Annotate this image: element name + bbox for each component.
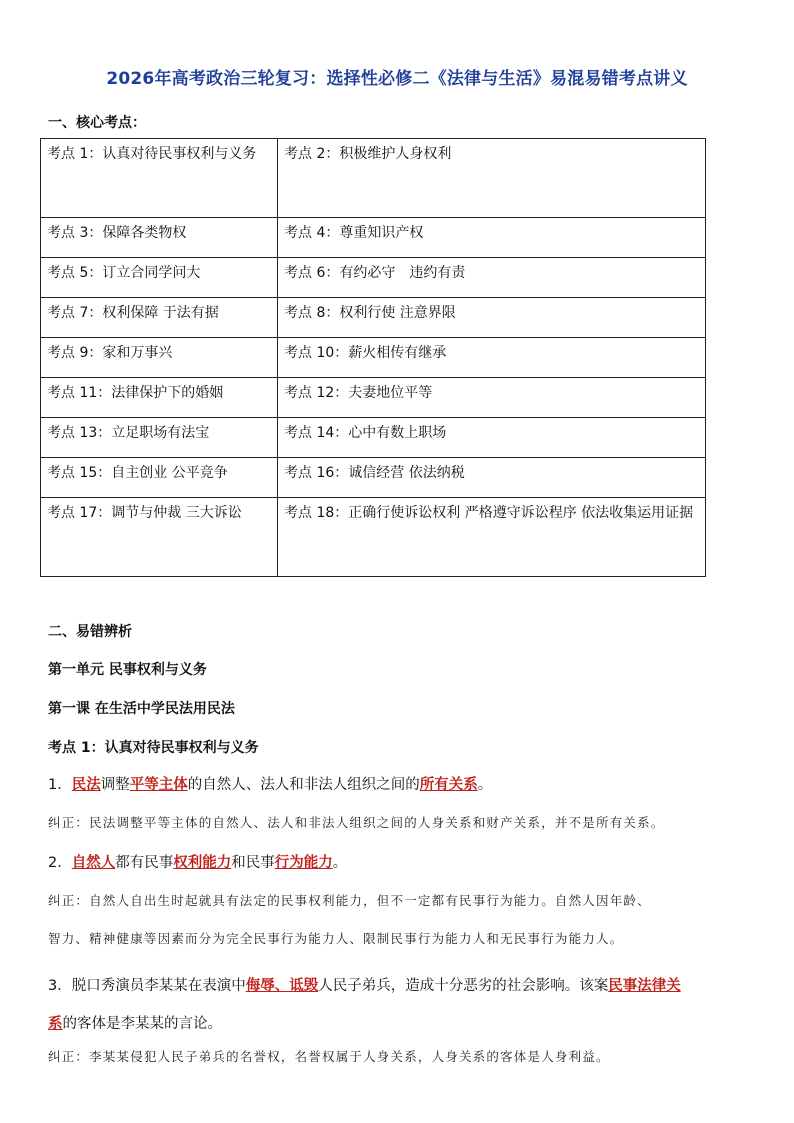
table-cell: 考点 14：心中有数上职场 [278,418,706,458]
correction-3: 纠正：李某某侵犯人民子弟兵的名誉权，名誉权属于人身关系，人身关系的客体是人身利益。 [48,1049,610,1064]
text-run: 脱口秀演员李某某在表演中 [71,978,246,994]
text-run: 的自然人、法人和非法人组织之间的 [187,777,420,793]
text-run: 人民子弟兵，造成十分恶劣的社会影响。该案 [318,978,609,994]
table-row [41,139,706,218]
item-number: 2． [48,855,72,871]
correction-2-line2: 智力、精神健康等因素而分为完全民事行为能力人、限制民事行为能力人和无民事行为能力人。 [48,931,624,946]
highlight-term: 侮辱、诋毁 [245,978,319,994]
highlight-term: 行为能力 [274,855,333,871]
highlight-term: 民事法律关 [608,978,681,994]
error-item-3 [48,967,748,1043]
table-cell: 考点 2：积极维护人身权利 [278,139,706,218]
table-cell: 考点 10：薪火相传有继承 [278,338,706,378]
table-row [41,498,706,577]
correction-2-line1: 纠正：自然人自出生时起就具有法定的民事权利能力，但不一定都有民事行为能力。自然人因年龄、 [48,893,651,908]
text-run: 的客体是李某某的言论。 [62,1016,222,1032]
text-run: 。 [477,777,493,793]
section-heading-errors: 二、易错辨析 [48,624,132,640]
table-cell: 考点 11：法律保护下的婚姻 [41,378,278,418]
highlight-term: 所有关系 [419,777,478,793]
core-points-table [40,138,706,577]
table-row [41,258,706,298]
table-row [41,418,706,458]
table-cell: 考点 9：家和万事兴 [41,338,278,378]
error-item-1 [48,773,492,794]
error-item-2 [48,851,347,872]
lesson-heading: 第一课 在生活中学民法用民法 [48,701,235,717]
highlight-term: 系 [48,1016,63,1032]
table-row [41,338,706,378]
highlight-term: 权利能力 [173,855,232,871]
table-cell: 考点 5：订立合同学问大 [41,258,278,298]
highlight-term: 平等主体 [129,777,188,793]
text-run: 。 [332,855,348,871]
table-cell: 考点 18：正确行使诉讼权利 严格遵守诉讼程序 依法收集运用证据 [278,498,706,577]
table-cell: 考点 3：保障各类物权 [41,218,278,258]
text-run: 和民事 [231,855,275,871]
item-number: 3． [48,978,72,994]
table-row [41,378,706,418]
table-cell: 考点 7：权利保障 于法有据 [41,298,278,338]
table-row [41,458,706,498]
text-run: 都有民事 [115,855,174,871]
table-cell: 考点 17：调节与仲裁 三大诉讼 [41,498,278,577]
text-run: 调整 [100,777,130,793]
table-row [41,298,706,338]
table-cell: 考点 4：尊重知识产权 [278,218,706,258]
kp-heading: 考点 1：认真对待民事权利与义务 [48,740,259,756]
table-cell: 考点 12：夫妻地位平等 [278,378,706,418]
highlight-term: 自然人 [71,855,116,871]
unit-heading: 第一单元 民事权利与义务 [48,662,207,678]
table-cell: 考点 6：有约必守 违约有责 [278,258,706,298]
item-number: 1． [48,777,72,793]
correction-1: 纠正：民法调整平等主体的自然人、法人和非法人组织之间的人身关系和财产关系，并不是所有关系。 [48,815,665,830]
table-cell: 考点 8：权利行使 注意界限 [278,298,706,338]
document-title: 2026年高考政治三轮复习：选择性必修二《法律与生活》易混易错考点讲义 [106,69,688,89]
table-cell: 考点 13：立足职场有法宝 [41,418,278,458]
section-heading-core: 一、核心考点： [48,115,146,131]
table-cell: 考点 1：认真对待民事权利与义务 [41,139,278,218]
table-row [41,218,706,258]
table-cell: 考点 15：自主创业 公平竞争 [41,458,278,498]
table-cell: 考点 16：诚信经营 依法纳税 [278,458,706,498]
highlight-term: 民法 [71,777,101,793]
